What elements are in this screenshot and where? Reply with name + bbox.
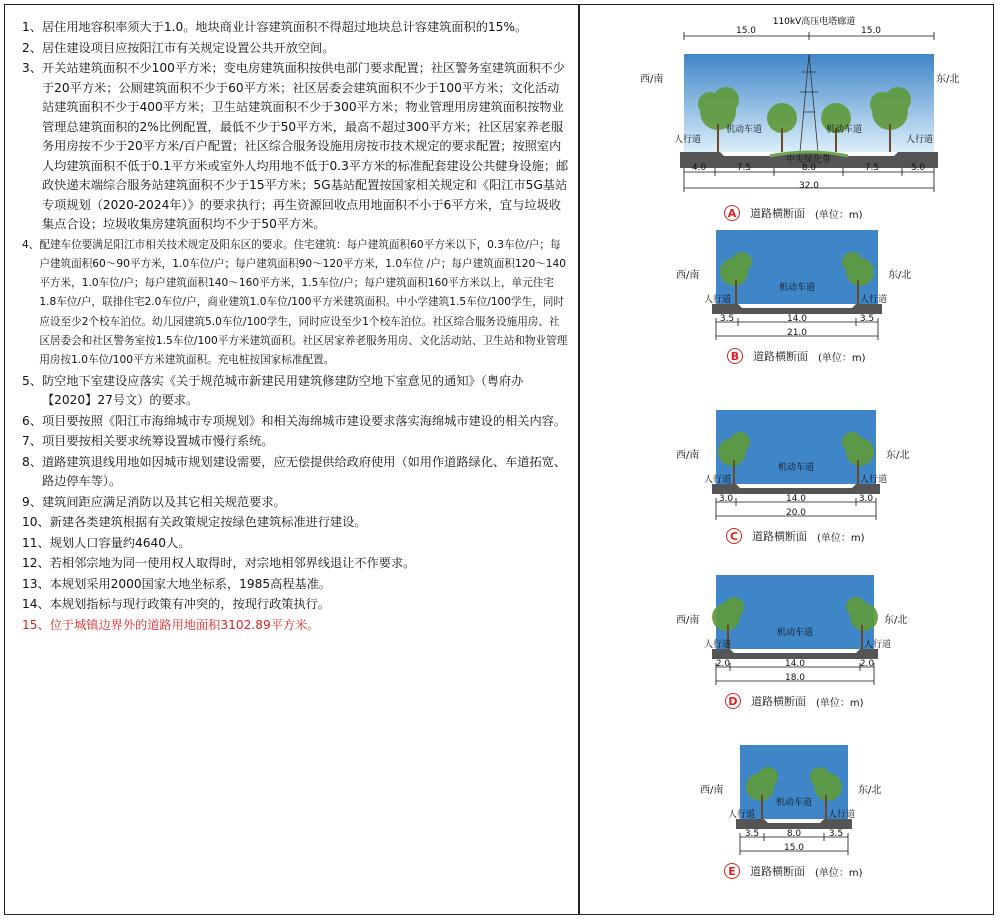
section-c-dim: 3.0	[858, 494, 874, 504]
section-e-dim: 8.0	[786, 829, 802, 839]
section-c-dim: 3.0	[718, 494, 734, 504]
note-item	[22, 432, 570, 452]
section-c-total: 20.0	[785, 508, 807, 518]
section-d-caption	[725, 693, 864, 709]
section-d-label-walk-right: 人行道	[864, 640, 892, 650]
note-number: 7、	[22, 434, 42, 449]
section-d-left-side: 西/南	[676, 615, 700, 626]
section-a-top-dim-left: 15.0	[735, 26, 757, 36]
note-item	[22, 595, 570, 615]
section-c-label-walk-right: 人行道	[860, 475, 888, 485]
note-number: 10、	[22, 515, 50, 530]
note-text: 居住建设项目应按阳江市有关规定设置公共开放空间。	[41, 40, 335, 55]
note-item	[22, 39, 570, 59]
section-b-dim: 3.5	[719, 314, 735, 324]
note-item	[22, 513, 570, 533]
section-d-unit: (单位：m)	[816, 697, 864, 709]
section-b-unit: (单位：m)	[818, 352, 866, 364]
section-e-caption: 道路横断面	[750, 865, 805, 878]
section-d-right-side: 东/北	[884, 615, 908, 626]
section-e-dim: 3.5	[828, 829, 844, 839]
section-c-caption	[726, 528, 865, 544]
section-b-label-walk-left: 人行道	[704, 295, 732, 305]
section-e-total: 15.0	[783, 843, 805, 853]
section-b-left-side: 西/南	[676, 270, 700, 281]
note-item	[22, 18, 570, 38]
section-c-unit: (单位：m)	[817, 532, 865, 544]
note-item	[22, 616, 570, 636]
section-e-badge: E	[724, 863, 740, 879]
section-a-caption-text: 道路横断面	[750, 207, 805, 220]
section-a-dim: 7.5	[864, 163, 880, 173]
note-item	[22, 534, 570, 554]
note-item	[22, 412, 570, 432]
section-a-dim: 5.0	[910, 163, 926, 173]
note-text: 新建各类建筑根据有关政策规定按绿色建筑标准进行建设。	[49, 515, 367, 530]
note-text: 项目要按相关要求统筹设置城市慢行系统。	[41, 434, 274, 449]
note-text: 居住用地容积率须大于1.0。地块商业计容建筑面积不得超过地块总计容建筑面积的15%。	[41, 20, 528, 34]
note-number: 2、	[22, 40, 42, 55]
section-a-dim: 8.0	[801, 163, 817, 173]
note-text: 本规划采用2000国家大地坐标系，1985高程基准。	[49, 576, 332, 591]
section-a-label-car-left: 机动车道	[726, 125, 763, 135]
note-number: 6、	[22, 413, 42, 428]
section-c-dim: 14.0	[785, 494, 807, 504]
section-c-right-side: 东/北	[886, 450, 910, 461]
section-a-top-title: 110kV高压电塔廊道	[772, 17, 856, 27]
section-e	[700, 745, 930, 910]
section-e-caption	[724, 863, 863, 879]
section-c-badge: C	[726, 528, 742, 544]
section-a-label-walk-right: 人行道	[906, 135, 934, 145]
section-b-caption	[727, 348, 866, 364]
note-number: 8、	[22, 454, 42, 469]
note-item	[22, 236, 570, 371]
note-number: 15、	[22, 617, 50, 632]
section-a-right-side: 东/北	[936, 74, 960, 85]
note-number: 1、	[22, 20, 42, 34]
section-b-total: 21.0	[786, 328, 808, 338]
note-number: 13、	[22, 576, 50, 591]
section-b-label-car: 机动车道	[779, 283, 816, 293]
section-b-dim: 3.5	[859, 314, 875, 324]
section-a-label-car-right: 机动车道	[826, 125, 863, 135]
section-e-dim: 3.5	[744, 829, 760, 839]
note-text: 道路建筑退线用地如因城市规划建设需要，应无偿提供给政府使用（如用作道路绿化、车道拓宽、路边停车等）。	[41, 454, 567, 489]
note-text: 若相邻宗地为同一使用权人取得时，对宗地相邻界线退让不作要求。	[49, 556, 416, 571]
note-text: 开关站建筑面积不少100平方米；变电房建筑面积按供电部门要求配置；社区警务室建筑面积不少于20平方米；公厕建筑面积不少于60平方米；社区居委会建筑面积不少于100平方米；文化活动站建筑面积不少于400平方米；卫生站建筑面积不少于300平方米；物业管理用房建筑面积按物业管理总建筑面积的2%比例配置，最低不少于50平方米，最高不超过300平方米；社区居家养老服务用房按不少于20平方米/百户配置；社区综合服务设施用房按市技术规定的要求配置；按照室内人均建筑面积不低于0.1平方米或室外人均用地不低于0.3平方米的标准配套建设公共健身设施；邮政快递末端综合服务站建筑面积不少于15平方米；5G基站配置按国家相关规定和《阳江市5G基站专项规划（2020-2024年）》的要求执行；再生资源回收点用地面积不小于6平方米，宜与垃圾收集点合设；垃圾收集房建筑面积均不少于50平方米。	[41, 61, 569, 231]
note-number: 4、	[22, 238, 40, 251]
section-d-label-walk-left: 人行道	[704, 640, 732, 650]
note-number: 11、	[22, 535, 50, 550]
section-c-caption: 道路横断面	[752, 530, 807, 543]
section-b-badge: B	[727, 348, 743, 364]
panel-divider	[578, 4, 580, 915]
note-item	[22, 493, 570, 513]
section-a-label-walk-left: 人行道	[674, 135, 702, 145]
note-number: 14、	[22, 597, 50, 612]
section-d	[676, 575, 908, 740]
note-text: 位于城镇边界外的道路用地面积3102.89平方米。	[49, 617, 320, 632]
section-e-left-side: 西/南	[700, 785, 724, 796]
section-a-badge: A	[724, 205, 740, 221]
section-b-label-walk-right: 人行道	[860, 295, 888, 305]
section-d-total: 18.0	[784, 673, 806, 683]
section-e-label-walk-right: 人行道	[828, 810, 856, 820]
note-text: 配建车位要满足阳江市相关技术规定及阳东区的要求。住宅建筑：每户建筑面积60平方米以下，0.3车位/户；每户建筑面积60～90平方米，1.0车位/户；每户建筑面积90～120平方米，1.0车位 /户；每户建筑面积120～140平方米，1.0车位/户；每户建筑面积140～160平方米，1.5车位/户；每户建筑面积160平方米以上，单元住宅1.8车位/户，联排住宅2.0车位/户，商业建筑1.0车位/100平方米建筑面积。中小学建筑1.5车位/100学生，同时应设至少2个校车泊位。幼儿园建筑5.0车位/100学生，同时应设至少1个校车泊位。社区综合服务设施用房、社区居委会和社区警务室按1.5车位/100平方米建筑面积。社区居家养老服务用房、文化活动站、卫生站和物业管理用房按1.0车位/100平方米建筑面积。充电桩按国家标准配置。	[39, 238, 568, 367]
section-d-label-car: 机动车道	[777, 628, 814, 638]
note-number: 3、	[22, 61, 42, 75]
section-d-dim: 14.0	[784, 659, 806, 669]
section-b-dim: 14.0	[786, 314, 808, 324]
note-text: 建筑间距应满足消防以及其它相关规范要求。	[41, 494, 286, 509]
section-b-caption: 道路横断面	[753, 350, 808, 363]
note-text: 本规划指标与现行政策有冲突的，按现行政策执行。	[49, 597, 331, 612]
note-number: 12、	[22, 556, 50, 571]
note-item	[22, 372, 570, 411]
note-item	[22, 59, 570, 235]
section-c-left-side: 西/南	[676, 450, 700, 461]
note-item	[22, 575, 570, 595]
section-b-right-side: 东/北	[888, 270, 912, 281]
section-e-label-walk-left: 人行道	[728, 810, 756, 820]
section-a-total: 32.0	[798, 181, 820, 191]
section-d-dim: 2.0	[715, 659, 731, 669]
section-c-label-car: 机动车道	[778, 463, 815, 473]
section-a-dim: 4.0	[691, 163, 707, 173]
section-d-caption: 道路横断面	[751, 695, 806, 708]
note-number: 9、	[22, 494, 42, 509]
planning-notes	[22, 18, 570, 636]
section-a	[640, 12, 960, 227]
section-d-dim: 2.0	[859, 659, 875, 669]
section-a-dim: 7.5	[736, 163, 752, 173]
section-e-right-side: 东/北	[858, 785, 882, 796]
section-e-label-car: 机动车道	[776, 798, 813, 808]
section-a-caption	[724, 205, 863, 221]
note-item	[22, 554, 570, 574]
section-c-label-walk-left: 人行道	[704, 475, 732, 485]
section-e-unit: (单位：m)	[815, 867, 863, 879]
note-text: 项目要按照《阳江市海绵城市专项规划》和相关海绵城市建设要求落实海绵城市建设的相关内容。	[41, 413, 567, 428]
section-c	[676, 410, 910, 575]
section-a-unit: (单位：m)	[815, 209, 863, 221]
section-a-left-side: 西/南	[640, 74, 664, 85]
section-b	[676, 230, 912, 395]
section-a-label-median: 中央绿化带	[786, 155, 832, 165]
note-text: 规划人口容量约4640人。	[49, 535, 191, 550]
section-d-badge: D	[725, 693, 741, 709]
section-a-top-dim-right: 15.0	[860, 26, 882, 36]
note-number: 5、	[22, 373, 42, 388]
note-text: 防空地下室建设应落实《关于规范城市新建民用建筑修建防空地下室意见的通知》（粤府办【2020】27号文）的要求。	[41, 373, 524, 408]
note-item	[22, 453, 570, 492]
